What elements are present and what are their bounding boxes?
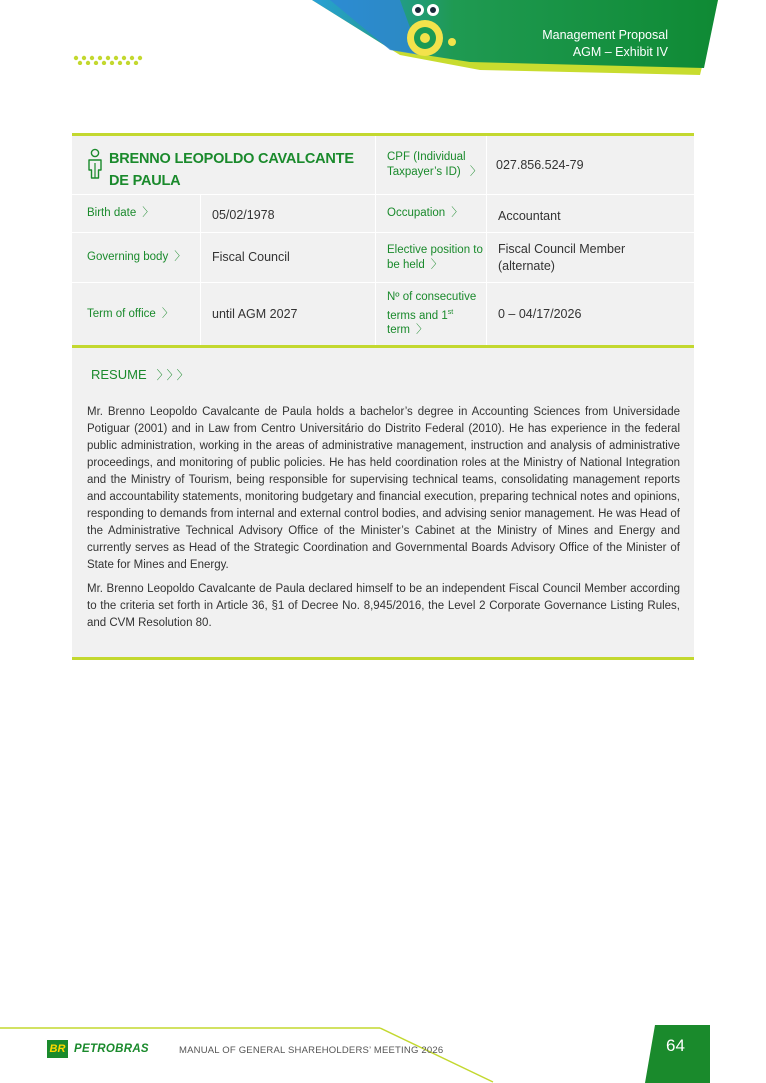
birth-value: 05/02/1978 [212, 208, 275, 222]
decorative-dots [73, 55, 143, 65]
cpf-label: CPF (Individual Taxpayer’s ID) 〉 [387, 151, 482, 178]
consecutive-label: Nº of consecutive terms and 1st term 〉 [387, 290, 477, 337]
header-title [542, 27, 668, 61]
term-value: until AGM 2027 [212, 306, 298, 321]
resume-body [87, 404, 680, 639]
person-name: BRENNO LEOPOLDO CAVALCANTE DE PAULA [109, 151, 354, 189]
footer-manual-title: MANUAL OF GENERAL SHAREHOLDERS’ MEETING 2026 [179, 1045, 444, 1056]
page-number: 64 [666, 1036, 685, 1055]
occupation-value: Accountant [498, 209, 561, 223]
person-icon [86, 148, 104, 180]
petrobras-logo [47, 1040, 149, 1058]
cpf-value: 027.856.524-79 [496, 157, 584, 172]
occupation-label: Occupation 〉 [387, 207, 463, 219]
name-block [86, 148, 376, 192]
elective-value: Fiscal Council Member (alternate) [498, 241, 626, 273]
section-divider [72, 345, 694, 348]
brand-wordmark: PETROBRAS [74, 1043, 149, 1055]
term-label: Term of office 〉 [87, 307, 174, 320]
resume-paragraph-1: Mr. Brenno Leopoldo Cavalcante de Paula holds a bachelor’s degree in Accounting Sciences from Universidade Potiguar (2001) and in Law from Centro Universitário do Distrito Federal (2010). He has experience in the federal public administration, working in the areas of administrative management, instruction and analysis of administrative proceedings, and monitoring of public policies. He has held coordination roles at the Ministry of National Integration and the Ministry of Tourism, being responsible for supervising technical teams, consolidating management reports and accountability statements, monitoring budgetary and financial execution, preparing technical notes and opinions, responding to demands from internal and external control bodies, and advising senior management. He was Head of the Administrative Technical Advisory Office of the Minister’s Cabinet at the Ministry of Mines and Energy and currently serves as Head of the Strategic Coordination and Governmental Boards Advisory Office of the Minister of State for Mines and Energy. [87, 406, 680, 571]
row-term-consecutive [72, 283, 694, 345]
br-logo-box: BR [47, 1040, 68, 1058]
resume-title: RESUME [91, 367, 147, 382]
triple-chevron-icon: 〉〉〉 [156, 368, 187, 382]
profile-card [72, 133, 694, 660]
consecutive-value: 0 – 04/17/2026 [498, 306, 582, 321]
profile-info-table [72, 136, 694, 346]
resume-paragraph-2: Mr. Brenno Leopoldo Cavalcante de Paula declared himself to be an independent Fiscal Council Member according to the criteria set forth in Article 36, §1 of Decree No. 8,945/2016, the Level 2 Corporate Governance Listing Rules, and CVM Resolution 80. [87, 583, 680, 629]
elective-label: Elective position to be held 〉 [387, 243, 483, 271]
governing-label: Governing body 〉 [87, 251, 186, 263]
row-birth-occupation [72, 195, 694, 233]
birth-label: Birth date 〉 [87, 207, 154, 219]
row-name-cpf [72, 136, 694, 195]
header-line-1: Management Proposal [542, 28, 668, 42]
header-line-2: AGM – Exhibit IV [572, 45, 668, 59]
resume-heading [91, 366, 187, 383]
row-governing-elective [72, 233, 694, 283]
governing-value: Fiscal Council [212, 250, 290, 264]
